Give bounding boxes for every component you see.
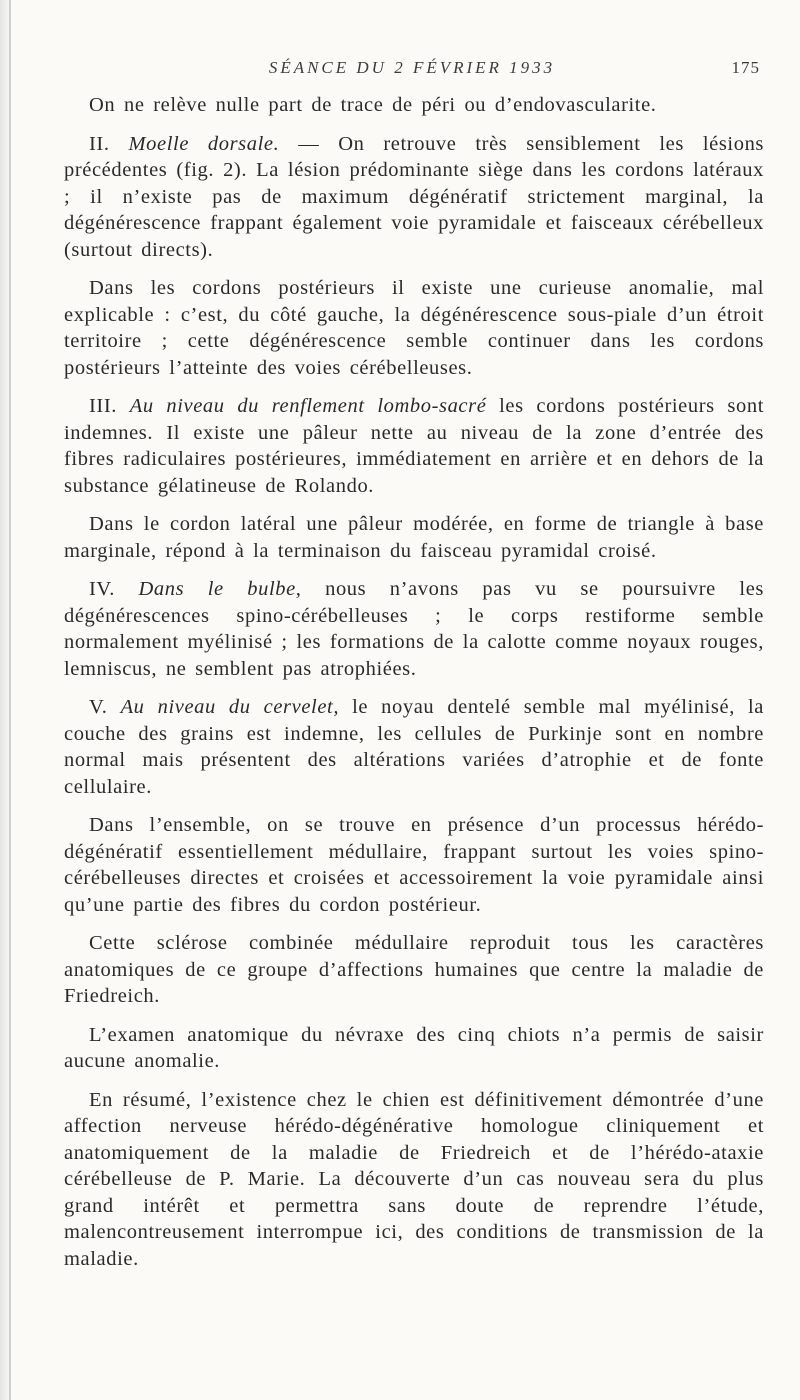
page-edge-shadow [0,0,9,1400]
section-ii-number: II. [89,132,110,155]
section-iv-title: Dans le bulbe, [138,578,302,600]
paragraph-8: Dans l’ensemble, on se trouve en présence d’un processus hérédo-dégénératif essentiellement médullaire, frappant surtout les voies spino-cérébelleuses directes et croisées et accessoirement la voie pyramidale ainsi qu’une partie des fibres du cordon postérieur. [64,814,764,916]
paragraph-3: Dans les cordons postérieurs il existe une curieuse anomalie, mal explicable : c’est, du côté gauche, la dégénérescence sous-piale d’un étroit territoire ; cette dégénérescence semble continuer dans les cordons postérieurs l’atteinte des voies cérébelleuses. [64,277,764,379]
section-v [64,694,764,800]
running-title: SÉANCE DU 2 FÉVRIER 1933 [268,58,556,77]
page-header [64,58,760,86]
section-iii-text: les cordons postérieurs sont indemnes. Il existe une pâleur nette au niveau de la zone d’entrée des fibres radiculaires postérieures, immédiatement en arrière et en dehors de la substance gélatineuse de Rolando. [64,395,764,497]
section-iii-number: III. [89,395,118,417]
paragraph-11: En résumé, l’existence chez le chien est définitivement démontrée d’une affection nerveuse hérédo-dégénérative homologue cliniquement et anatomiquement de la maladie de Friedreich et de l’hérédo-ataxie cérébelleuse de P. Marie. La découverte d’un cas nouveau sera du plus grand intérêt et permettra sans doute de reprendre l’étude, malencontreusement interrompue ici, des conditions de transmission de la maladie. [64,1088,764,1270]
section-ii-text: — On retrouve très sensiblement les lésions précédentes (fig. 2). La lésion prédominante siège dans les cordons latéraux ; il n’existe pas de maximum dégénératif strictement marginal, la dégénérescence frappant également voie pyramidale et faisceaux cérébelleux (surtout directs). [64,132,764,261]
paragraph-1: On ne relève nulle part de trace de péri ou d’endovascularite. [89,94,657,116]
section-iv-number: IV. [89,578,115,600]
page-number: 175 [731,58,760,77]
section-iii-title: Au niveau du renflement lombo-sacré [129,395,487,417]
paragraph-10: L’examen anatomique du névraxe des cinq chiots n’a permis de saisir aucune anomalie. [64,1023,764,1072]
section-iv [64,576,764,682]
section-ii [64,131,764,264]
page-edge-line [9,0,11,1400]
section-v-title: Au niveau du cervelet, [120,696,340,718]
paragraph-5: Dans le cordon latéral une pâleur modérée, en forme de triangle à base marginale, répond à la terminaison du faisceau pyramidal croisé. [64,513,764,562]
page-body [64,92,764,1272]
section-v-text: le noyau dentelé semble mal myélinisé, la couche des grains est indemne, les cellules de Purkinje sont en nombre normal mais présentent des altérations variées d’atrophie et de fonte cellulaire. [64,696,764,798]
paragraph-9: Cette sclérose combinée médullaire reproduit tous les caractères anatomiques de ce groupe d’affections humaines que centre la maladie de Friedreich. [64,932,764,1007]
section-ii-title: Moelle dorsale. [128,132,280,155]
section-iv-text: nous n’avons pas vu se poursuivre les dégénérescences spino-cérébelleuses ; le corps restiforme semble normalement myélinisé ; les formations de la calotte comme noyaux rouges, lemniscus, ne semblent pas atrophiées. [64,578,764,680]
section-v-number: V. [89,696,108,718]
section-iii [64,393,764,499]
